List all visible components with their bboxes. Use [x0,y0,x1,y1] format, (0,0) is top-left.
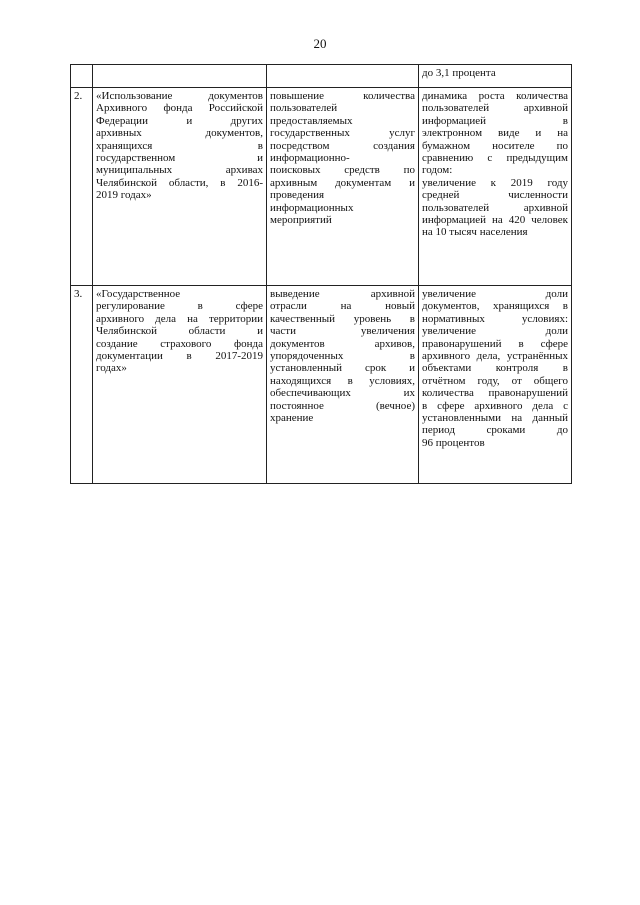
cell-text-line: постоянное (вечное) [270,399,415,412]
cell-text-line: нормативных условиях: [422,312,568,325]
table-body [71,65,572,484]
cell-text-line: отрасли на новый [270,300,415,313]
cell-text-line: части увеличения [270,325,415,338]
cell-text-line: количества правонарушений [422,387,568,400]
cell-text-line: бумажном носителе по [422,139,568,152]
cell-text-line: документации в 2017-2019 [96,350,263,363]
cell-text-line: период сроками до [422,424,568,437]
table-cell-col1 [93,88,267,286]
cell-text-line: архивного дела, устранённых [422,350,568,363]
cell-text-line: в сфере архивного дела с [422,399,568,412]
cell-text-line: обеспечивающих их [270,387,415,400]
table-row [71,286,572,484]
cell-text-line: посредством создания [270,139,415,152]
cell-text-line: информацией в [422,114,568,127]
cell-text-line: архивного дела на территории [96,312,263,325]
cell-text-line: установленными на данный [422,412,568,425]
table-cell-col2 [267,88,419,286]
cell-text-line: 2019 годах» [96,189,152,202]
cell-text-line: документов, хранящихся в [422,300,568,313]
cell-text-line: Архивного фонда Российской [96,102,263,115]
cell-text-line: архивных документов, [96,127,263,140]
cell-text-line: информационных [270,201,354,214]
cell-text-line: пользователей [270,102,338,115]
row-number: 2. [71,88,93,286]
cell-text-line: повышение количества [270,90,415,102]
cell-text-line: средней численности [422,189,568,202]
cell-text-line: сравнению с предыдущим [422,152,568,165]
cell-text-line: объектами контроля в [422,362,568,375]
cell-text-line: «Использование документов [96,90,263,102]
cell-text-line: «Государственное [96,288,181,300]
cell-text-line: увеличение доли [422,325,568,338]
cell-text-line: пользователей архивной [422,201,568,214]
row-number [71,65,93,88]
cell-text-line: годом: [422,164,453,177]
cell-text-line: архивным документам и [270,176,415,189]
cell-text-line: электронном виде и на [422,127,568,140]
cell-text-line: документов архивов, [270,337,415,350]
cell-text-line: правонарушений в сфере [422,337,568,350]
cell-text-line: установленный срок и [270,362,415,375]
table-cell-col2 [267,286,419,484]
cell-text-line: выведение архивной [270,288,415,300]
cell-text-line: мероприятий [270,214,332,227]
table-cell-col3 [419,65,572,88]
cell-text-line: Челябинской области, в 2016- [96,176,263,189]
cell-text-line: муниципальных архивах [96,164,263,177]
cell-text-line: на 10 тысяч населения [422,226,528,239]
cell-text-line: информационно- [270,152,350,165]
row-number: 3. [71,286,93,484]
table-cell-col3 [419,286,572,484]
cell-text-line: Челябинской области и [96,325,263,338]
table-cell-col3 [419,88,572,286]
cell-text-line: предоставляемых [270,114,353,127]
cell-text-line: упорядоченных в [270,350,415,363]
cell-text-line: увеличение к 2019 году [422,176,568,189]
cell-text-line: отчётном году, от общего [422,374,568,387]
cell-text-line: хранящихся в [96,139,263,152]
table-row [71,88,572,286]
cell-text-line: динамика роста количества [422,90,568,102]
cell-text-line: информацией на 420 человек [422,214,568,227]
cell-text-line: увеличение доли [422,288,568,300]
cell-text-line: годах» [96,362,127,375]
table-cell-col1 [93,65,267,88]
cell-text-line: поисковых средств по [270,164,415,177]
table-cell-col2 [267,65,419,88]
cell-text-line: Федерации и других [96,114,263,127]
table-cell-col1 [93,286,267,484]
document-table [70,64,572,484]
cell-text-line: проведения [270,189,325,202]
cell-text-line: создание страхового фонда [96,337,263,350]
cell-text-line: пользователей архивной [422,102,568,115]
cell-text-line: регулирование в сфере [96,300,263,313]
cell-text-line: государственных услуг [270,127,415,140]
cell-text-line: государственном и [96,152,263,165]
cell-text-line: хранение [270,412,314,425]
page-number: 20 [313,36,327,51]
cell-text-line: качественный уровень в [270,312,415,325]
cell-text-line: находящихся в условиях, [270,374,415,387]
cell-text-line: до 3,1 процента [422,67,496,79]
table-row [71,65,572,88]
cell-text-line: 96 процентов [422,436,485,449]
